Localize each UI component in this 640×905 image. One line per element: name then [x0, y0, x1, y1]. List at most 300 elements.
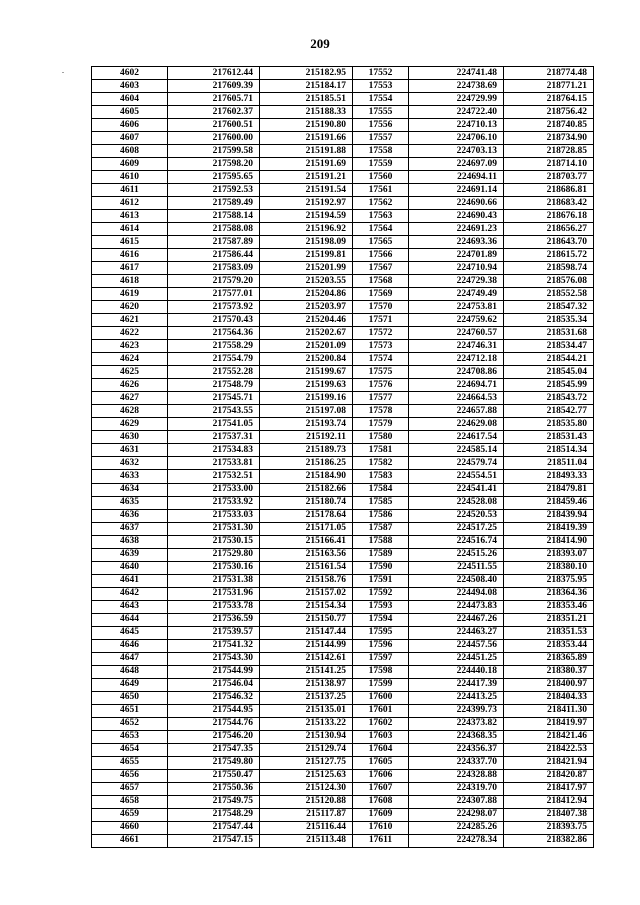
y-coordinate-a-cell: 215120.88 — [260, 795, 353, 808]
x-coordinate-a-cell: 217550.47 — [168, 769, 260, 782]
y-coordinate-b-cell: 218511.04 — [504, 457, 594, 470]
x-coordinate-b-cell: 224629.08 — [409, 418, 504, 431]
y-coordinate-b-cell: 218544.21 — [504, 353, 594, 366]
point-id-a-cell: 4635 — [92, 496, 168, 509]
x-coordinate-a-cell: 217549.75 — [168, 795, 260, 808]
x-coordinate-a-cell: 217592.53 — [168, 184, 260, 197]
x-coordinate-a-cell: 217533.92 — [168, 496, 260, 509]
y-coordinate-a-cell: 215192.11 — [260, 431, 353, 444]
x-coordinate-a-cell: 217554.79 — [168, 353, 260, 366]
table-row — [92, 483, 594, 496]
point-id-b-cell: 17598 — [353, 665, 409, 678]
x-coordinate-b-cell: 224520.53 — [409, 509, 504, 522]
point-id-b-cell: 17557 — [353, 132, 409, 145]
x-coordinate-a-cell: 217600.00 — [168, 132, 260, 145]
point-id-b-cell: 17572 — [353, 327, 409, 340]
point-id-a-cell: 4656 — [92, 769, 168, 782]
x-coordinate-b-cell: 224541.41 — [409, 483, 504, 496]
table-row — [92, 67, 594, 80]
point-id-b-cell: 17585 — [353, 496, 409, 509]
table-row — [92, 691, 594, 704]
point-id-a-cell: 4614 — [92, 223, 168, 236]
x-coordinate-a-cell: 217546.20 — [168, 730, 260, 743]
x-coordinate-b-cell: 224741.48 — [409, 67, 504, 80]
x-coordinate-b-cell: 224760.57 — [409, 327, 504, 340]
x-coordinate-b-cell: 224356.37 — [409, 743, 504, 756]
point-id-b-cell: 17574 — [353, 353, 409, 366]
y-coordinate-a-cell: 215125.63 — [260, 769, 353, 782]
point-id-b-cell: 17555 — [353, 106, 409, 119]
x-coordinate-a-cell: 217530.16 — [168, 561, 260, 574]
x-coordinate-b-cell: 224554.51 — [409, 470, 504, 483]
y-coordinate-b-cell: 218400.97 — [504, 678, 594, 691]
table-row — [92, 548, 594, 561]
x-coordinate-b-cell: 224473.83 — [409, 600, 504, 613]
x-coordinate-a-cell: 217550.36 — [168, 782, 260, 795]
y-coordinate-a-cell: 215186.25 — [260, 457, 353, 470]
point-id-b-cell: 17603 — [353, 730, 409, 743]
point-id-a-cell: 4633 — [92, 470, 168, 483]
point-id-b-cell: 17583 — [353, 470, 409, 483]
table-row — [92, 392, 594, 405]
y-coordinate-a-cell: 215184.90 — [260, 470, 353, 483]
x-coordinate-a-cell: 217537.31 — [168, 431, 260, 444]
table-row — [92, 301, 594, 314]
x-coordinate-b-cell: 224298.07 — [409, 808, 504, 821]
table-row — [92, 262, 594, 275]
x-coordinate-a-cell: 217531.30 — [168, 522, 260, 535]
x-coordinate-b-cell: 224440.18 — [409, 665, 504, 678]
point-id-a-cell: 4648 — [92, 665, 168, 678]
y-coordinate-b-cell: 218535.80 — [504, 418, 594, 431]
y-coordinate-a-cell: 215188.33 — [260, 106, 353, 119]
point-id-b-cell: 17560 — [353, 171, 409, 184]
point-id-b-cell: 17569 — [353, 288, 409, 301]
point-id-b-cell: 17571 — [353, 314, 409, 327]
point-id-a-cell: 4608 — [92, 145, 168, 158]
x-coordinate-a-cell: 217532.51 — [168, 470, 260, 483]
y-coordinate-b-cell: 218576.08 — [504, 275, 594, 288]
x-coordinate-a-cell: 217543.55 — [168, 405, 260, 418]
y-coordinate-b-cell: 218545.04 — [504, 366, 594, 379]
point-id-b-cell: 17567 — [353, 262, 409, 275]
y-coordinate-a-cell: 215203.97 — [260, 301, 353, 314]
y-coordinate-b-cell: 218728.85 — [504, 145, 594, 158]
x-coordinate-b-cell: 224451.25 — [409, 652, 504, 665]
x-coordinate-b-cell: 224463.27 — [409, 626, 504, 639]
point-id-a-cell: 4646 — [92, 639, 168, 652]
y-coordinate-b-cell: 218380.37 — [504, 665, 594, 678]
point-id-b-cell: 17556 — [353, 119, 409, 132]
point-id-a-cell: 4613 — [92, 210, 168, 223]
y-coordinate-a-cell: 215158.76 — [260, 574, 353, 587]
y-coordinate-b-cell: 218420.87 — [504, 769, 594, 782]
point-id-b-cell: 17576 — [353, 379, 409, 392]
x-coordinate-b-cell: 224712.18 — [409, 353, 504, 366]
x-coordinate-b-cell: 224399.73 — [409, 704, 504, 717]
x-coordinate-a-cell: 217589.49 — [168, 197, 260, 210]
point-id-b-cell: 17558 — [353, 145, 409, 158]
point-id-a-cell: 4624 — [92, 353, 168, 366]
table-row — [92, 821, 594, 834]
point-id-b-cell: 17579 — [353, 418, 409, 431]
table-row — [92, 522, 594, 535]
point-id-a-cell: 4604 — [92, 93, 168, 106]
y-coordinate-a-cell: 215201.99 — [260, 262, 353, 275]
x-coordinate-b-cell: 224708.86 — [409, 366, 504, 379]
point-id-a-cell: 4639 — [92, 548, 168, 561]
x-coordinate-b-cell: 224697.09 — [409, 158, 504, 171]
table-row — [92, 574, 594, 587]
y-coordinate-a-cell: 215129.74 — [260, 743, 353, 756]
y-coordinate-a-cell: 215166.41 — [260, 535, 353, 548]
x-coordinate-a-cell: 217534.83 — [168, 444, 260, 457]
table-row — [92, 249, 594, 262]
y-coordinate-b-cell: 218404.33 — [504, 691, 594, 704]
point-id-b-cell: 17596 — [353, 639, 409, 652]
point-id-a-cell: 4615 — [92, 236, 168, 249]
x-coordinate-a-cell: 217602.37 — [168, 106, 260, 119]
x-coordinate-a-cell: 217564.36 — [168, 327, 260, 340]
x-coordinate-a-cell: 217544.76 — [168, 717, 260, 730]
y-coordinate-b-cell: 218393.75 — [504, 821, 594, 834]
table-row — [92, 210, 594, 223]
y-coordinate-a-cell: 215182.95 — [260, 67, 353, 80]
point-id-b-cell: 17577 — [353, 392, 409, 405]
y-coordinate-a-cell: 215191.88 — [260, 145, 353, 158]
y-coordinate-b-cell: 218534.47 — [504, 340, 594, 353]
x-coordinate-b-cell: 224457.56 — [409, 639, 504, 652]
point-id-b-cell: 17589 — [353, 548, 409, 561]
y-coordinate-a-cell: 215138.97 — [260, 678, 353, 691]
y-coordinate-a-cell: 215191.54 — [260, 184, 353, 197]
x-coordinate-a-cell: 217588.08 — [168, 223, 260, 236]
point-id-a-cell: 4637 — [92, 522, 168, 535]
point-id-b-cell: 17562 — [353, 197, 409, 210]
x-coordinate-b-cell: 224759.62 — [409, 314, 504, 327]
point-id-b-cell: 17552 — [353, 67, 409, 80]
point-id-b-cell: 17605 — [353, 756, 409, 769]
coordinates-table-body — [92, 67, 594, 848]
table-row — [92, 314, 594, 327]
point-id-b-cell: 17575 — [353, 366, 409, 379]
y-coordinate-a-cell: 215196.92 — [260, 223, 353, 236]
y-coordinate-b-cell: 218542.77 — [504, 405, 594, 418]
point-id-b-cell: 17602 — [353, 717, 409, 730]
x-coordinate-b-cell: 224664.53 — [409, 392, 504, 405]
x-coordinate-b-cell: 224515.26 — [409, 548, 504, 561]
point-id-b-cell: 17573 — [353, 340, 409, 353]
point-id-a-cell: 4616 — [92, 249, 168, 262]
y-coordinate-a-cell: 215130.94 — [260, 730, 353, 743]
y-coordinate-a-cell: 215204.46 — [260, 314, 353, 327]
x-coordinate-a-cell: 217546.32 — [168, 691, 260, 704]
x-coordinate-a-cell: 217583.09 — [168, 262, 260, 275]
point-id-a-cell: 4623 — [92, 340, 168, 353]
y-coordinate-a-cell: 215202.67 — [260, 327, 353, 340]
y-coordinate-b-cell: 218545.99 — [504, 379, 594, 392]
point-id-b-cell: 17607 — [353, 782, 409, 795]
x-coordinate-a-cell: 217544.95 — [168, 704, 260, 717]
point-id-b-cell: 17582 — [353, 457, 409, 470]
table-row — [92, 405, 594, 418]
x-coordinate-a-cell: 217544.99 — [168, 665, 260, 678]
y-coordinate-a-cell: 215124.30 — [260, 782, 353, 795]
table-row — [92, 665, 594, 678]
x-coordinate-a-cell: 217577.01 — [168, 288, 260, 301]
y-coordinate-b-cell: 218417.97 — [504, 782, 594, 795]
point-id-b-cell: 17595 — [353, 626, 409, 639]
point-id-b-cell: 17591 — [353, 574, 409, 587]
y-coordinate-a-cell: 215116.44 — [260, 821, 353, 834]
y-coordinate-b-cell: 218393.07 — [504, 548, 594, 561]
x-coordinate-b-cell: 224729.38 — [409, 275, 504, 288]
point-id-a-cell: 4653 — [92, 730, 168, 743]
point-id-a-cell: 4660 — [92, 821, 168, 834]
x-coordinate-a-cell: 217531.38 — [168, 574, 260, 587]
x-coordinate-b-cell: 224528.08 — [409, 496, 504, 509]
y-coordinate-a-cell: 215204.86 — [260, 288, 353, 301]
x-coordinate-a-cell: 217598.20 — [168, 158, 260, 171]
table-row — [92, 652, 594, 665]
y-coordinate-a-cell: 215199.16 — [260, 392, 353, 405]
x-coordinate-b-cell: 224373.82 — [409, 717, 504, 730]
y-coordinate-a-cell: 215198.09 — [260, 236, 353, 249]
table-row — [92, 366, 594, 379]
x-coordinate-b-cell: 224579.74 — [409, 457, 504, 470]
x-coordinate-a-cell: 217600.51 — [168, 119, 260, 132]
y-coordinate-b-cell: 218535.34 — [504, 314, 594, 327]
point-id-a-cell: 4640 — [92, 561, 168, 574]
table-row — [92, 145, 594, 158]
x-coordinate-a-cell: 217586.44 — [168, 249, 260, 262]
y-coordinate-b-cell: 218598.74 — [504, 262, 594, 275]
point-id-a-cell: 4622 — [92, 327, 168, 340]
y-coordinate-a-cell: 215190.80 — [260, 119, 353, 132]
x-coordinate-a-cell: 217609.39 — [168, 80, 260, 93]
point-id-b-cell: 17606 — [353, 769, 409, 782]
table-row — [92, 223, 594, 236]
x-coordinate-a-cell: 217531.96 — [168, 587, 260, 600]
point-id-a-cell: 4602 — [92, 67, 168, 80]
table-row — [92, 184, 594, 197]
point-id-b-cell: 17600 — [353, 691, 409, 704]
x-coordinate-a-cell: 217530.15 — [168, 535, 260, 548]
y-coordinate-b-cell: 218459.46 — [504, 496, 594, 509]
point-id-b-cell: 17599 — [353, 678, 409, 691]
y-coordinate-a-cell: 215189.73 — [260, 444, 353, 457]
x-coordinate-b-cell: 224494.08 — [409, 587, 504, 600]
point-id-a-cell: 4661 — [92, 834, 168, 847]
y-coordinate-b-cell: 218764.15 — [504, 93, 594, 106]
x-coordinate-a-cell: 217536.59 — [168, 613, 260, 626]
point-id-a-cell: 4632 — [92, 457, 168, 470]
point-id-b-cell: 17609 — [353, 808, 409, 821]
y-coordinate-a-cell: 215137.25 — [260, 691, 353, 704]
x-coordinate-a-cell: 217541.05 — [168, 418, 260, 431]
y-coordinate-b-cell: 218656.27 — [504, 223, 594, 236]
point-id-a-cell: 4620 — [92, 301, 168, 314]
point-id-b-cell: 17553 — [353, 80, 409, 93]
point-id-b-cell: 17611 — [353, 834, 409, 847]
point-id-b-cell: 17587 — [353, 522, 409, 535]
y-coordinate-a-cell: 215157.02 — [260, 587, 353, 600]
x-coordinate-b-cell: 224722.40 — [409, 106, 504, 119]
y-coordinate-a-cell: 215182.66 — [260, 483, 353, 496]
y-coordinate-b-cell: 218676.18 — [504, 210, 594, 223]
point-id-b-cell: 17588 — [353, 535, 409, 548]
point-id-a-cell: 4617 — [92, 262, 168, 275]
table-row — [92, 80, 594, 93]
x-coordinate-b-cell: 224746.31 — [409, 340, 504, 353]
point-id-a-cell: 4634 — [92, 483, 168, 496]
table-row — [92, 379, 594, 392]
point-id-b-cell: 17565 — [353, 236, 409, 249]
table-row — [92, 730, 594, 743]
x-coordinate-b-cell: 224328.88 — [409, 769, 504, 782]
y-coordinate-a-cell: 215147.44 — [260, 626, 353, 639]
x-coordinate-b-cell: 224585.14 — [409, 444, 504, 457]
y-coordinate-b-cell: 218353.44 — [504, 639, 594, 652]
table-row — [92, 93, 594, 106]
x-coordinate-b-cell: 224729.99 — [409, 93, 504, 106]
x-coordinate-a-cell: 217533.78 — [168, 600, 260, 613]
x-coordinate-a-cell: 217533.00 — [168, 483, 260, 496]
y-coordinate-a-cell: 215191.21 — [260, 171, 353, 184]
x-coordinate-a-cell: 217612.44 — [168, 67, 260, 80]
y-coordinate-b-cell: 218380.10 — [504, 561, 594, 574]
y-coordinate-a-cell: 215113.48 — [260, 834, 353, 847]
table-row — [92, 327, 594, 340]
y-coordinate-b-cell: 218421.94 — [504, 756, 594, 769]
table-row — [92, 834, 594, 847]
y-coordinate-a-cell: 215203.55 — [260, 275, 353, 288]
x-coordinate-b-cell: 224694.71 — [409, 379, 504, 392]
y-coordinate-a-cell: 215180.74 — [260, 496, 353, 509]
table-row — [92, 119, 594, 132]
y-coordinate-b-cell: 218479.81 — [504, 483, 594, 496]
y-coordinate-b-cell: 218774.48 — [504, 67, 594, 80]
point-id-a-cell: 4626 — [92, 379, 168, 392]
point-id-a-cell: 4618 — [92, 275, 168, 288]
y-coordinate-a-cell: 215141.25 — [260, 665, 353, 678]
point-id-a-cell: 4603 — [92, 80, 168, 93]
y-coordinate-b-cell: 218364.36 — [504, 587, 594, 600]
point-id-a-cell: 4650 — [92, 691, 168, 704]
table-row — [92, 197, 594, 210]
point-id-b-cell: 17581 — [353, 444, 409, 457]
x-coordinate-a-cell: 217558.29 — [168, 340, 260, 353]
point-id-b-cell: 17570 — [353, 301, 409, 314]
table-row — [92, 158, 594, 171]
y-coordinate-a-cell: 215199.81 — [260, 249, 353, 262]
page-number: 209 — [310, 36, 330, 51]
y-coordinate-b-cell: 218756.42 — [504, 106, 594, 119]
x-coordinate-b-cell: 224703.13 — [409, 145, 504, 158]
point-id-a-cell: 4657 — [92, 782, 168, 795]
x-coordinate-b-cell: 224690.66 — [409, 197, 504, 210]
x-coordinate-a-cell: 217548.29 — [168, 808, 260, 821]
y-coordinate-a-cell: 215154.34 — [260, 600, 353, 613]
point-id-b-cell: 17564 — [353, 223, 409, 236]
y-coordinate-a-cell: 215133.22 — [260, 717, 353, 730]
x-coordinate-b-cell: 224749.49 — [409, 288, 504, 301]
y-coordinate-b-cell: 218686.81 — [504, 184, 594, 197]
point-id-b-cell: 17590 — [353, 561, 409, 574]
y-coordinate-b-cell: 218683.42 — [504, 197, 594, 210]
x-coordinate-b-cell: 224701.89 — [409, 249, 504, 262]
point-id-a-cell: 4645 — [92, 626, 168, 639]
table-row — [92, 795, 594, 808]
point-id-a-cell: 4630 — [92, 431, 168, 444]
y-coordinate-a-cell: 215200.84 — [260, 353, 353, 366]
point-id-a-cell: 4606 — [92, 119, 168, 132]
y-coordinate-b-cell: 218439.94 — [504, 509, 594, 522]
x-coordinate-a-cell: 217546.04 — [168, 678, 260, 691]
y-coordinate-a-cell: 215191.66 — [260, 132, 353, 145]
table-row — [92, 717, 594, 730]
y-coordinate-a-cell: 215194.59 — [260, 210, 353, 223]
x-coordinate-b-cell: 224278.34 — [409, 834, 504, 847]
y-coordinate-b-cell: 218382.86 — [504, 834, 594, 847]
table-row — [92, 561, 594, 574]
table-row — [92, 639, 594, 652]
x-coordinate-b-cell: 224307.88 — [409, 795, 504, 808]
x-coordinate-a-cell: 217547.15 — [168, 834, 260, 847]
point-id-a-cell: 4638 — [92, 535, 168, 548]
table-row — [92, 132, 594, 145]
table-row — [92, 769, 594, 782]
x-coordinate-a-cell: 217547.35 — [168, 743, 260, 756]
point-id-b-cell: 17594 — [353, 613, 409, 626]
table-row — [92, 496, 594, 509]
point-id-a-cell: 4642 — [92, 587, 168, 600]
point-id-a-cell: 4619 — [92, 288, 168, 301]
x-coordinate-a-cell: 217541.32 — [168, 639, 260, 652]
table-row — [92, 587, 594, 600]
table-row — [92, 470, 594, 483]
table-row — [92, 418, 594, 431]
y-coordinate-b-cell: 218771.21 — [504, 80, 594, 93]
x-coordinate-a-cell: 217595.65 — [168, 171, 260, 184]
table-row — [92, 171, 594, 184]
x-coordinate-b-cell: 224657.88 — [409, 405, 504, 418]
x-coordinate-b-cell: 224691.23 — [409, 223, 504, 236]
y-coordinate-b-cell: 218543.72 — [504, 392, 594, 405]
point-id-b-cell: 17561 — [353, 184, 409, 197]
table-row — [92, 353, 594, 366]
y-coordinate-a-cell: 215171.05 — [260, 522, 353, 535]
y-coordinate-b-cell: 218493.33 — [504, 470, 594, 483]
x-coordinate-b-cell: 224319.70 — [409, 782, 504, 795]
y-coordinate-a-cell: 215191.69 — [260, 158, 353, 171]
x-coordinate-a-cell: 217545.71 — [168, 392, 260, 405]
point-id-a-cell: 4647 — [92, 652, 168, 665]
y-coordinate-b-cell: 218351.21 — [504, 613, 594, 626]
table-row — [92, 756, 594, 769]
y-coordinate-a-cell: 215127.75 — [260, 756, 353, 769]
point-id-a-cell: 4658 — [92, 795, 168, 808]
point-id-a-cell: 4636 — [92, 509, 168, 522]
x-coordinate-a-cell: 217549.80 — [168, 756, 260, 769]
point-id-b-cell: 17601 — [353, 704, 409, 717]
y-coordinate-b-cell: 218643.70 — [504, 236, 594, 249]
y-coordinate-b-cell: 218353.46 — [504, 600, 594, 613]
y-coordinate-a-cell: 215193.74 — [260, 418, 353, 431]
y-coordinate-b-cell: 218740.85 — [504, 119, 594, 132]
table-row — [92, 704, 594, 717]
y-coordinate-b-cell: 218552.58 — [504, 288, 594, 301]
